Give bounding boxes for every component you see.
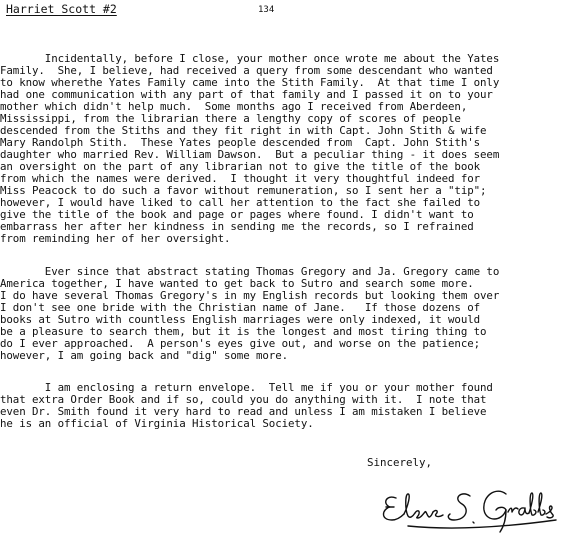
text-line: Miss Peacock to do such a favor without remuneration, so I sent her a "tip";: [0, 184, 487, 197]
signature: [378, 476, 568, 538]
text-line: that extra Order Book and if so, could you do anything with it. I note that: [0, 393, 487, 406]
text-line: Mississippi, from the librarian there a lengthy copy of scores of people: [0, 112, 461, 125]
text-line: Family. She, I believe, had received a query from some descendant who wanted: [0, 64, 493, 77]
text-line: Incidentally, before I close, your mother once wrote me about the Yates: [0, 52, 500, 65]
closing-text: Sincerely,: [367, 456, 433, 469]
text-line: descended from the Stiths and they fit right in with Capt. John Stith & wife: [0, 124, 487, 137]
text-line: embarrass her after her kindness in sending me the records, so I refrained: [0, 220, 474, 233]
text-line: be a pleasure to search them, but it is the longest and most tiring thing to: [0, 325, 487, 338]
text-line: he is an official of Virginia Historical Society.: [0, 417, 314, 430]
text-line: from which the names were derived. I thought it very thoughtful indeed for: [0, 172, 481, 185]
text-line: to know wherethe Yates Family came into the Stith Family. At that time I only: [0, 76, 500, 89]
text-line: daughter who married Rev. William Dawson. But a peculiar thing - it does seem: [0, 148, 500, 161]
text-line: mother which didn't help much. Some months ago I received from Aberdeen,: [0, 100, 468, 113]
text-line: Mary Randolph Stith. These Yates people descended from Capt. John Stith's: [0, 136, 481, 149]
signature-drawing: [378, 476, 568, 538]
page-number: 134: [258, 5, 275, 15]
text-line: had one communication with any part of that family and I passed it on to your: [0, 88, 493, 101]
text-line: do I ever approached. A person's eyes give out, and worse on the patience;: [0, 337, 481, 350]
text-line: an oversight on the part of any librarian not to give the title of the book: [0, 160, 481, 173]
text-line: however, I am going back and "dig" some more.: [0, 349, 289, 362]
text-line: I am enclosing a return envelope. Tell me if you or your mother found: [0, 381, 493, 394]
text-line: books at Sutro with countless English marriages were only indexed, it would: [0, 313, 481, 326]
text-line: Ever since that abstract stating Thomas Gregory and Ja. Gregory came to: [0, 265, 500, 278]
text-line: I don't see one bride with the Christian name of Jane. If those dozens of: [0, 301, 481, 314]
text-line: however, I would have liked to call her attention to the fact she failed to: [0, 196, 481, 209]
header-name: Harriet Scott #2: [6, 2, 117, 16]
text-line: give the title of the book and page or pages where found. I didn't want to: [0, 208, 474, 221]
text-line: from reminding her of her oversight.: [0, 232, 231, 245]
text-line: I do have several Thomas Gregory's in my English records but looking them over: [0, 289, 500, 302]
text-line: America together, I have wanted to get back to Sutro and search some more.: [0, 277, 474, 290]
text-line: even Dr. Smith found it very hard to read and unless I am mistaken I believe: [0, 405, 487, 418]
